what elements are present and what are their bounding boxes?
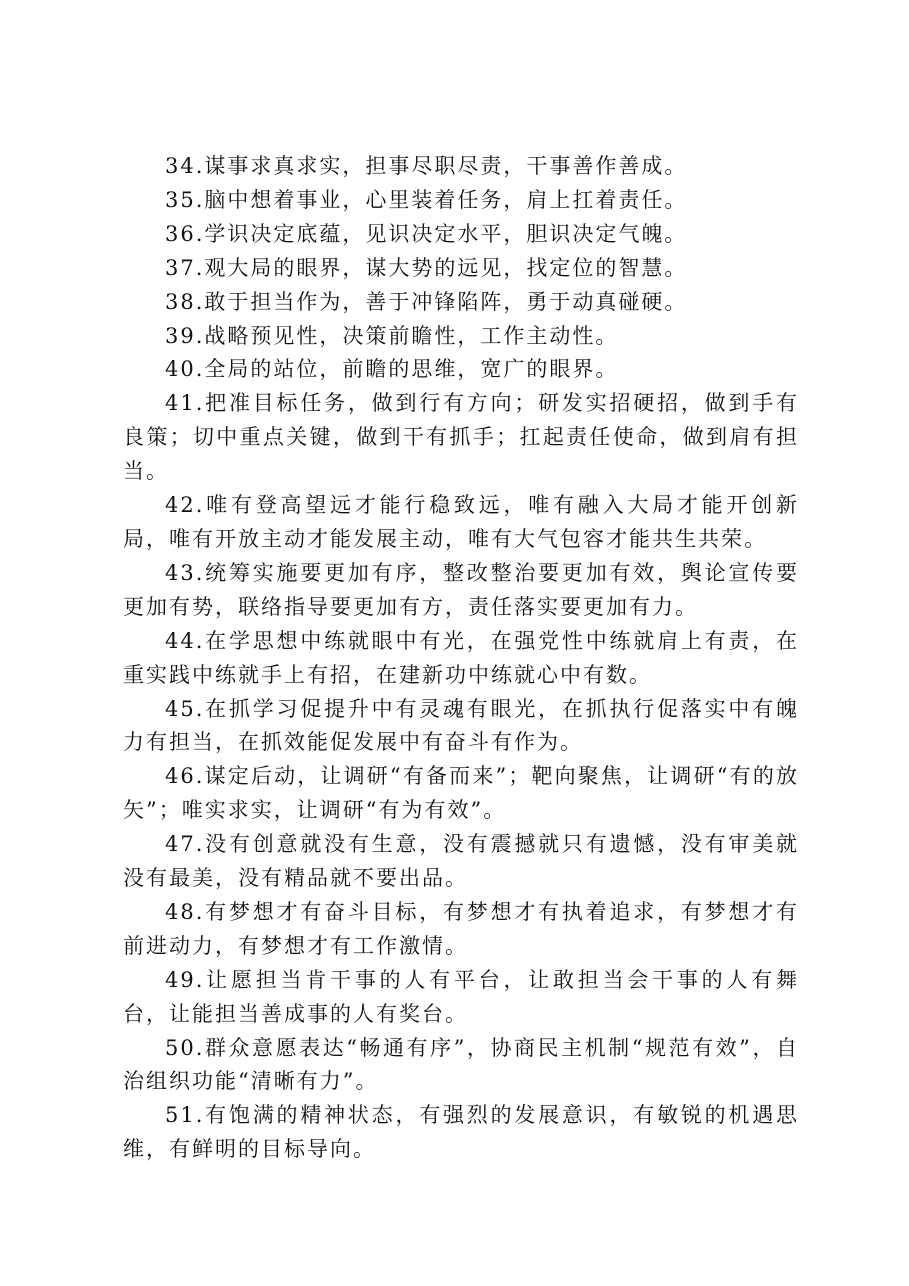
paragraph-39: 39.战略预见性，决策前瞻性，工作主动性。 <box>165 323 619 348</box>
paragraph-45: 45.在抓学习促提升中有灵魂有眼光，在抓执行促落实中有魄力有担当，在抓效能促发展中有奋斗有作为。 <box>123 696 799 755</box>
paragraph-50: 50.群众意愿表达“畅通有序”，协商民主机制“规范有效”，自治组织功能“清晰有力”。 <box>123 1035 799 1094</box>
paragraph-38: 38.敢于担当作为，善于冲锋陷阵，勇于动真碰硬。 <box>165 289 688 314</box>
paragraph-51: 51.有饱满的精神状态，有强烈的发展意识，有敏锐的机遇思维，有鲜明的目标导向。 <box>123 1103 799 1162</box>
paragraph-36: 36.学识决定底蕴，见识决定水平，胆识决定气魄。 <box>165 221 688 246</box>
paragraph-42: 42.唯有登高望远才能行稳致远，唯有融入大局才能开创新局，唯有开放主动才能发展主动，唯有大气包容才能共生共荣。 <box>123 493 799 551</box>
document-body <box>123 150 799 1167</box>
paragraph-34: 34.谋事求真求实，担事尽职尽责，干事善作善成。 <box>165 154 688 178</box>
paragraph-40: 40.全局的站位，前瞻的思维，宽广的眼界。 <box>165 357 619 382</box>
paragraph-47: 47.没有创意就没有生意，没有震撼就只有遗憾，没有审美就没有最美，没有精品就不要出品。 <box>123 832 799 891</box>
paragraph-46: 46.谋定后动，让调研“有备而来”；靶向聚焦，让调研“有的放矢”；唯实求实，让调研“有为有效”。 <box>123 764 799 823</box>
paragraph-35: 35.脑中想着事业，心里装着任务，肩上扛着责任。 <box>165 187 688 212</box>
paragraph-48: 48.有梦想才有奋斗目标，有梦想才有执着追求，有梦想才有前进动力，有梦想才有工作激情。 <box>123 899 799 958</box>
paragraph-41: 41.把准目标任务，做到行有方向；研发实招硬招，做到手有良策；切中重点关键，做到干有抓手；扛起责任使命，做到肩有担当。 <box>123 391 799 484</box>
paragraph-37: 37.观大局的眼界，谋大势的远见，找定位的智慧。 <box>165 255 688 280</box>
paragraph-44: 44.在学思想中练就眼中有光，在强党性中练就肩上有责，在重实践中练就手上有招，在建新功中练就心中有数。 <box>123 628 799 687</box>
paragraph-43: 43.统筹实施要更加有序，整改整治要更加有效，舆论宣传要更加有势，联络指导要更加有方，责任落实要更加有力。 <box>123 560 799 619</box>
paragraph-49: 49.让愿担当肯干事的人有平台，让敢担当会干事的人有舞台，让能担当善成事的人有奖台。 <box>123 967 799 1026</box>
